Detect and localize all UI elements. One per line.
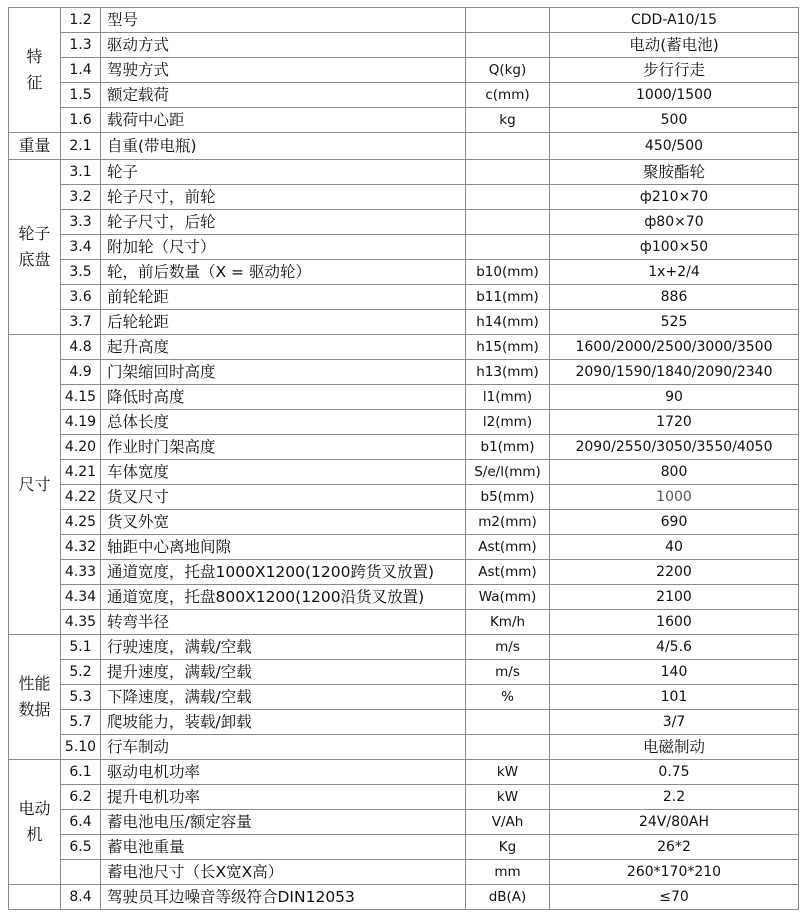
table-row [9, 735, 799, 760]
item-number: 1.5 [61, 83, 101, 108]
item-unit: l2(mm) [466, 410, 550, 435]
item-number: 4.20 [61, 435, 101, 460]
item-number: 1.3 [61, 33, 101, 58]
item-number: 5.3 [61, 685, 101, 710]
item-name: 通道宽度，托盘800X1200(1200沿货叉放置) [101, 585, 466, 610]
item-value: 1600/2000/2500/3000/3500 [550, 335, 799, 360]
item-name: 车体宽度 [101, 460, 466, 485]
item-value: 690 [550, 510, 799, 535]
table-row [9, 685, 799, 710]
item-value: ф80×70 [550, 210, 799, 235]
group-label: 尺寸 [9, 335, 61, 635]
item-number: 4.33 [61, 560, 101, 585]
item-value: 4/5.6 [550, 635, 799, 660]
table-row [9, 410, 799, 435]
item-name: 驾驶员耳边噪音等级符合DIN12053 [101, 885, 466, 910]
item-unit: Ast(mm) [466, 535, 550, 560]
table-row [9, 160, 799, 185]
item-value: 聚胺酯轮 [550, 160, 799, 185]
item-unit: m/s [466, 635, 550, 660]
item-number: 3.6 [61, 285, 101, 310]
table-row [9, 310, 799, 335]
item-number: 6.5 [61, 835, 101, 860]
item-name: 附加轮（尺寸） [101, 235, 466, 260]
item-unit: h14(mm) [466, 310, 550, 335]
item-unit: % [466, 685, 550, 710]
item-value: 0.75 [550, 760, 799, 785]
table-row [9, 435, 799, 460]
table-row [9, 885, 799, 910]
item-number: 5.1 [61, 635, 101, 660]
item-number: 3.5 [61, 260, 101, 285]
table-row [9, 535, 799, 560]
item-name: 轮子 [101, 160, 466, 185]
table-row [9, 210, 799, 235]
item-unit: b10(mm) [466, 260, 550, 285]
item-number: 4.35 [61, 610, 101, 635]
item-unit: kg [466, 108, 550, 133]
item-value: 525 [550, 310, 799, 335]
table-row [9, 835, 799, 860]
item-name: 通道宽度，托盘1000X1200(1200跨货叉放置) [101, 560, 466, 585]
item-name: 后轮轮距 [101, 310, 466, 335]
item-number: 4.15 [61, 385, 101, 410]
item-value: ф210×70 [550, 185, 799, 210]
item-name: 总体长度 [101, 410, 466, 435]
item-unit: h13(mm) [466, 360, 550, 385]
item-number: 2.1 [61, 133, 101, 160]
table-row [9, 8, 799, 33]
item-name: 行车制动 [101, 735, 466, 760]
item-name: 驱动电机功率 [101, 760, 466, 785]
item-name: 自重(带电瓶) [101, 133, 466, 160]
item-value: 90 [550, 385, 799, 410]
group-label [9, 885, 61, 910]
item-unit: Kg [466, 835, 550, 860]
group-label: 重量 [9, 133, 61, 160]
item-name: 驾驶方式 [101, 58, 466, 83]
item-number: 3.1 [61, 160, 101, 185]
table-row [9, 33, 799, 58]
item-value: 24V/80AH [550, 810, 799, 835]
item-name: 载荷中心距 [101, 108, 466, 133]
item-value: 500 [550, 108, 799, 133]
item-name: 提升速度，满载/空载 [101, 660, 466, 685]
table-row [9, 460, 799, 485]
table-row [9, 58, 799, 83]
item-unit: mm [466, 860, 550, 885]
item-unit: Km/h [466, 610, 550, 635]
table-row [9, 810, 799, 835]
item-name: 蓄电池电压/额定容量 [101, 810, 466, 835]
group-label: 电动 机 [9, 760, 61, 885]
table-row [9, 660, 799, 685]
item-number: 4.32 [61, 535, 101, 560]
item-unit [466, 133, 550, 160]
item-unit: b5(mm) [466, 485, 550, 510]
item-number: 4.25 [61, 510, 101, 535]
item-value: 260*170*210 [550, 860, 799, 885]
item-name: 型号 [101, 8, 466, 33]
item-value: 3/7 [550, 710, 799, 735]
item-value: 2.2 [550, 785, 799, 810]
item-name: 货叉外宽 [101, 510, 466, 535]
item-unit: m/s [466, 660, 550, 685]
item-value: 2090/1590/1840/2090/2340 [550, 360, 799, 385]
table-row [9, 260, 799, 285]
item-unit: b1(mm) [466, 435, 550, 460]
item-name: 货叉尺寸 [101, 485, 466, 510]
item-name: 爬坡能力，装载/卸载 [101, 710, 466, 735]
table-row [9, 285, 799, 310]
item-name: 轮子尺寸，前轮 [101, 185, 466, 210]
item-name: 下降速度，满载/空载 [101, 685, 466, 710]
item-name: 作业时门架高度 [101, 435, 466, 460]
table-row [9, 385, 799, 410]
item-unit: b11(mm) [466, 285, 550, 310]
item-value: 1000 [550, 485, 799, 510]
item-name: 驱动方式 [101, 33, 466, 58]
group-label: 性能 数据 [9, 635, 61, 760]
item-value: ≤70 [550, 885, 799, 910]
table-row [9, 710, 799, 735]
item-number: 1.4 [61, 58, 101, 83]
item-unit: S/e/l(mm) [466, 460, 550, 485]
item-value: 101 [550, 685, 799, 710]
item-name: 蓄电池重量 [101, 835, 466, 860]
table-row [9, 335, 799, 360]
item-unit [466, 8, 550, 33]
item-unit [466, 33, 550, 58]
item-name: 轮，前后数量（X = 驱动轮） [101, 260, 466, 285]
table-row [9, 785, 799, 810]
item-unit: Ast(mm) [466, 560, 550, 585]
item-value: 140 [550, 660, 799, 685]
table-row [9, 585, 799, 610]
item-unit: c(mm) [466, 83, 550, 108]
item-number: 5.2 [61, 660, 101, 685]
item-value: 步行行走 [550, 58, 799, 83]
group-label: 轮子 底盘 [9, 160, 61, 335]
table-row [9, 560, 799, 585]
item-unit: kW [466, 785, 550, 810]
item-number: 4.22 [61, 485, 101, 510]
item-unit [466, 210, 550, 235]
spec-table [8, 7, 799, 910]
item-name: 起升高度 [101, 335, 466, 360]
item-value: 40 [550, 535, 799, 560]
table-row [9, 235, 799, 260]
item-number: 4.34 [61, 585, 101, 610]
item-name: 门架缩回时高度 [101, 360, 466, 385]
item-name: 降低时高度 [101, 385, 466, 410]
item-unit [466, 160, 550, 185]
table-row [9, 108, 799, 133]
item-name: 行驶速度，满载/空载 [101, 635, 466, 660]
item-value: 电磁制动 [550, 735, 799, 760]
item-value: 2090/2550/3050/3550/4050 [550, 435, 799, 460]
item-unit: Q(kg) [466, 58, 550, 83]
item-unit [466, 735, 550, 760]
item-name: 额定载荷 [101, 83, 466, 108]
item-number: 6.4 [61, 810, 101, 835]
item-name: 前轮轮距 [101, 285, 466, 310]
item-name: 转弯半径 [101, 610, 466, 635]
item-number [61, 860, 101, 885]
item-name: 轴距中心离地间隙 [101, 535, 466, 560]
item-value: 26*2 [550, 835, 799, 860]
item-name: 蓄电池尺寸（长X宽X高） [101, 860, 466, 885]
item-value: 800 [550, 460, 799, 485]
item-unit [466, 235, 550, 260]
item-number: 4.19 [61, 410, 101, 435]
item-number: 4.9 [61, 360, 101, 385]
item-number: 5.7 [61, 710, 101, 735]
item-number: 6.1 [61, 760, 101, 785]
item-number: 3.4 [61, 235, 101, 260]
table-row [9, 83, 799, 108]
item-value: 1720 [550, 410, 799, 435]
item-value: 2100 [550, 585, 799, 610]
item-number: 3.2 [61, 185, 101, 210]
item-number: 1.2 [61, 8, 101, 33]
group-label: 特 征 [9, 8, 61, 133]
item-unit [466, 185, 550, 210]
spec-table-body [9, 8, 799, 910]
item-value: ф100×50 [550, 235, 799, 260]
item-number: 5.10 [61, 735, 101, 760]
item-unit: V/Ah [466, 810, 550, 835]
item-number: 3.3 [61, 210, 101, 235]
item-value: CDD-A10/15 [550, 8, 799, 33]
table-row [9, 133, 799, 160]
table-row [9, 485, 799, 510]
table-row [9, 185, 799, 210]
item-number: 6.2 [61, 785, 101, 810]
item-value: 1x+2/4 [550, 260, 799, 285]
item-unit: dB(A) [466, 885, 550, 910]
item-unit: l1(mm) [466, 385, 550, 410]
item-number: 1.6 [61, 108, 101, 133]
item-value: 1600 [550, 610, 799, 635]
table-row [9, 635, 799, 660]
item-unit: m2(mm) [466, 510, 550, 535]
item-unit [466, 710, 550, 735]
table-row [9, 360, 799, 385]
item-name: 轮子尺寸，后轮 [101, 210, 466, 235]
item-number: 8.4 [61, 885, 101, 910]
item-unit: kW [466, 760, 550, 785]
item-value: 电动(蓄电池) [550, 33, 799, 58]
item-number: 3.7 [61, 310, 101, 335]
item-value: 1000/1500 [550, 83, 799, 108]
item-unit: Wa(mm) [466, 585, 550, 610]
table-row [9, 860, 799, 885]
item-name: 提升电机功率 [101, 785, 466, 810]
item-unit: h15(mm) [466, 335, 550, 360]
item-number: 4.8 [61, 335, 101, 360]
item-value: 886 [550, 285, 799, 310]
table-row [9, 760, 799, 785]
table-row [9, 610, 799, 635]
table-row [9, 510, 799, 535]
item-number: 4.21 [61, 460, 101, 485]
item-value: 2200 [550, 560, 799, 585]
item-value: 450/500 [550, 133, 799, 160]
